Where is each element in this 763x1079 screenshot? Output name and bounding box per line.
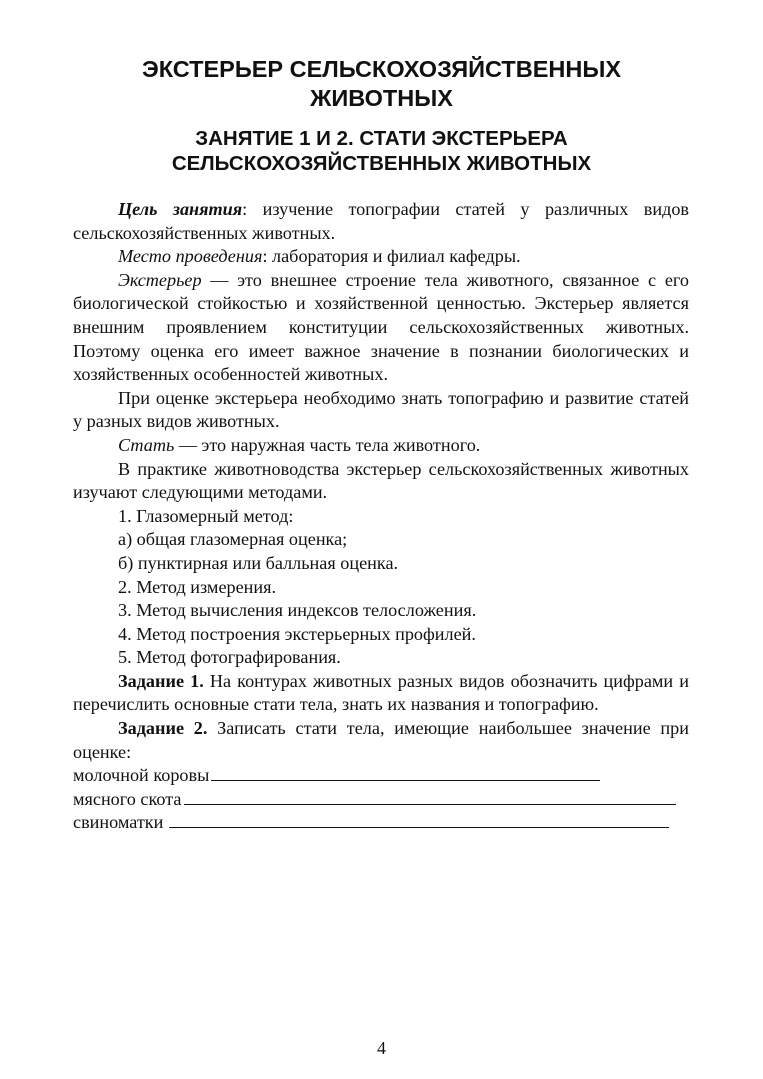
- goal-label: Цель занятия: [118, 199, 243, 219]
- exterior-paragraph: [73, 269, 689, 387]
- section-title-line-2: СЕЛЬСКОХОЗЯЙСТВЕННЫХ ЖИВОТНЫХ: [171, 152, 592, 175]
- fill-line-dairy-cow: [73, 764, 689, 788]
- task-1-paragraph: [73, 670, 689, 717]
- exterior-term: Экстерьер: [118, 269, 202, 290]
- list-item: б) пунктирная или балльная оценка.: [118, 552, 399, 573]
- page-title-line-1: ЭКСТЕРЬЕР СЕЛЬСКОХОЗЯЙСТВЕННЫХ: [141, 56, 622, 82]
- place-label: Место проведения: [118, 246, 263, 267]
- section-title-line-1: ЗАНЯТИЕ 1 И 2. СТАТИ ЭКСТЕРЬЕРА: [195, 127, 568, 150]
- exterior-text: — это внешнее строение тела животного, связанное с его биологической стойкостью и хозяйственной ценностью. Экстерьер является внешним проявлением конституции сельскохозяйственных животных. Поэтому оценка его имеет важное значение в познании биологических и хозяйственных особенностей животных.: [73, 269, 689, 385]
- fill-line-label: свиноматки: [73, 812, 164, 833]
- topography-paragraph: При оценке экстерьера необходимо знать топографию и развитие статей у разных видов животных.: [73, 387, 689, 432]
- task-2-label: Задание 2.: [118, 718, 208, 739]
- page-number: 4: [377, 1038, 386, 1058]
- list-item: а) общая глазомерная оценка;: [118, 529, 348, 550]
- methods-paragraph: В практике животноводства экстерьер сельскохозяйственных животных изучают следующими методами.: [73, 458, 689, 503]
- list-item: 3. Метод вычисления индексов телосложения.: [118, 600, 477, 621]
- body-text: [73, 198, 689, 835]
- answer-blank[interactable]: [169, 811, 669, 828]
- goal-paragraph: [73, 198, 689, 245]
- task-1-label: Задание 1.: [118, 670, 204, 691]
- list-item: 1. Глазомерный метод:: [118, 505, 294, 526]
- fill-line-beef-cattle: [73, 788, 689, 812]
- stat-text: — это наружная часть тела животного.: [174, 434, 481, 455]
- page-title-line-2: ЖИВОТНЫХ: [310, 85, 453, 111]
- place-text: : лаборатория и филиал кафедры.: [262, 246, 521, 267]
- page-title: [0, 55, 763, 113]
- goal-text: : изучение топографии статей у различных видов сельскохозяйственных животных.: [73, 199, 689, 243]
- task-1-text: На контурах животных разных видов обозначить цифрами и перечислить основные стати тела, знать их названия и топографию.: [73, 670, 689, 715]
- list-item: 5. Метод фотографирования.: [118, 647, 341, 668]
- fill-line-sow: [73, 811, 689, 835]
- list-item: 2. Метод измерения.: [118, 576, 277, 597]
- answer-blank[interactable]: [211, 764, 600, 781]
- task-2-text: Записать стати тела, имеющие наибольшее значение при оценке:: [73, 718, 689, 762]
- stat-term: Стать: [118, 434, 175, 455]
- section-title: [0, 126, 763, 176]
- fill-line-label: молочной коровы: [73, 765, 210, 786]
- stat-paragraph: [73, 434, 689, 458]
- place-paragraph: [73, 245, 689, 269]
- task-2-paragraph: [73, 717, 689, 764]
- fill-line-label: мясного скота: [73, 788, 182, 809]
- list-item: 4. Метод построения экстерьерных профилей.: [118, 623, 476, 644]
- answer-blank[interactable]: [184, 788, 676, 805]
